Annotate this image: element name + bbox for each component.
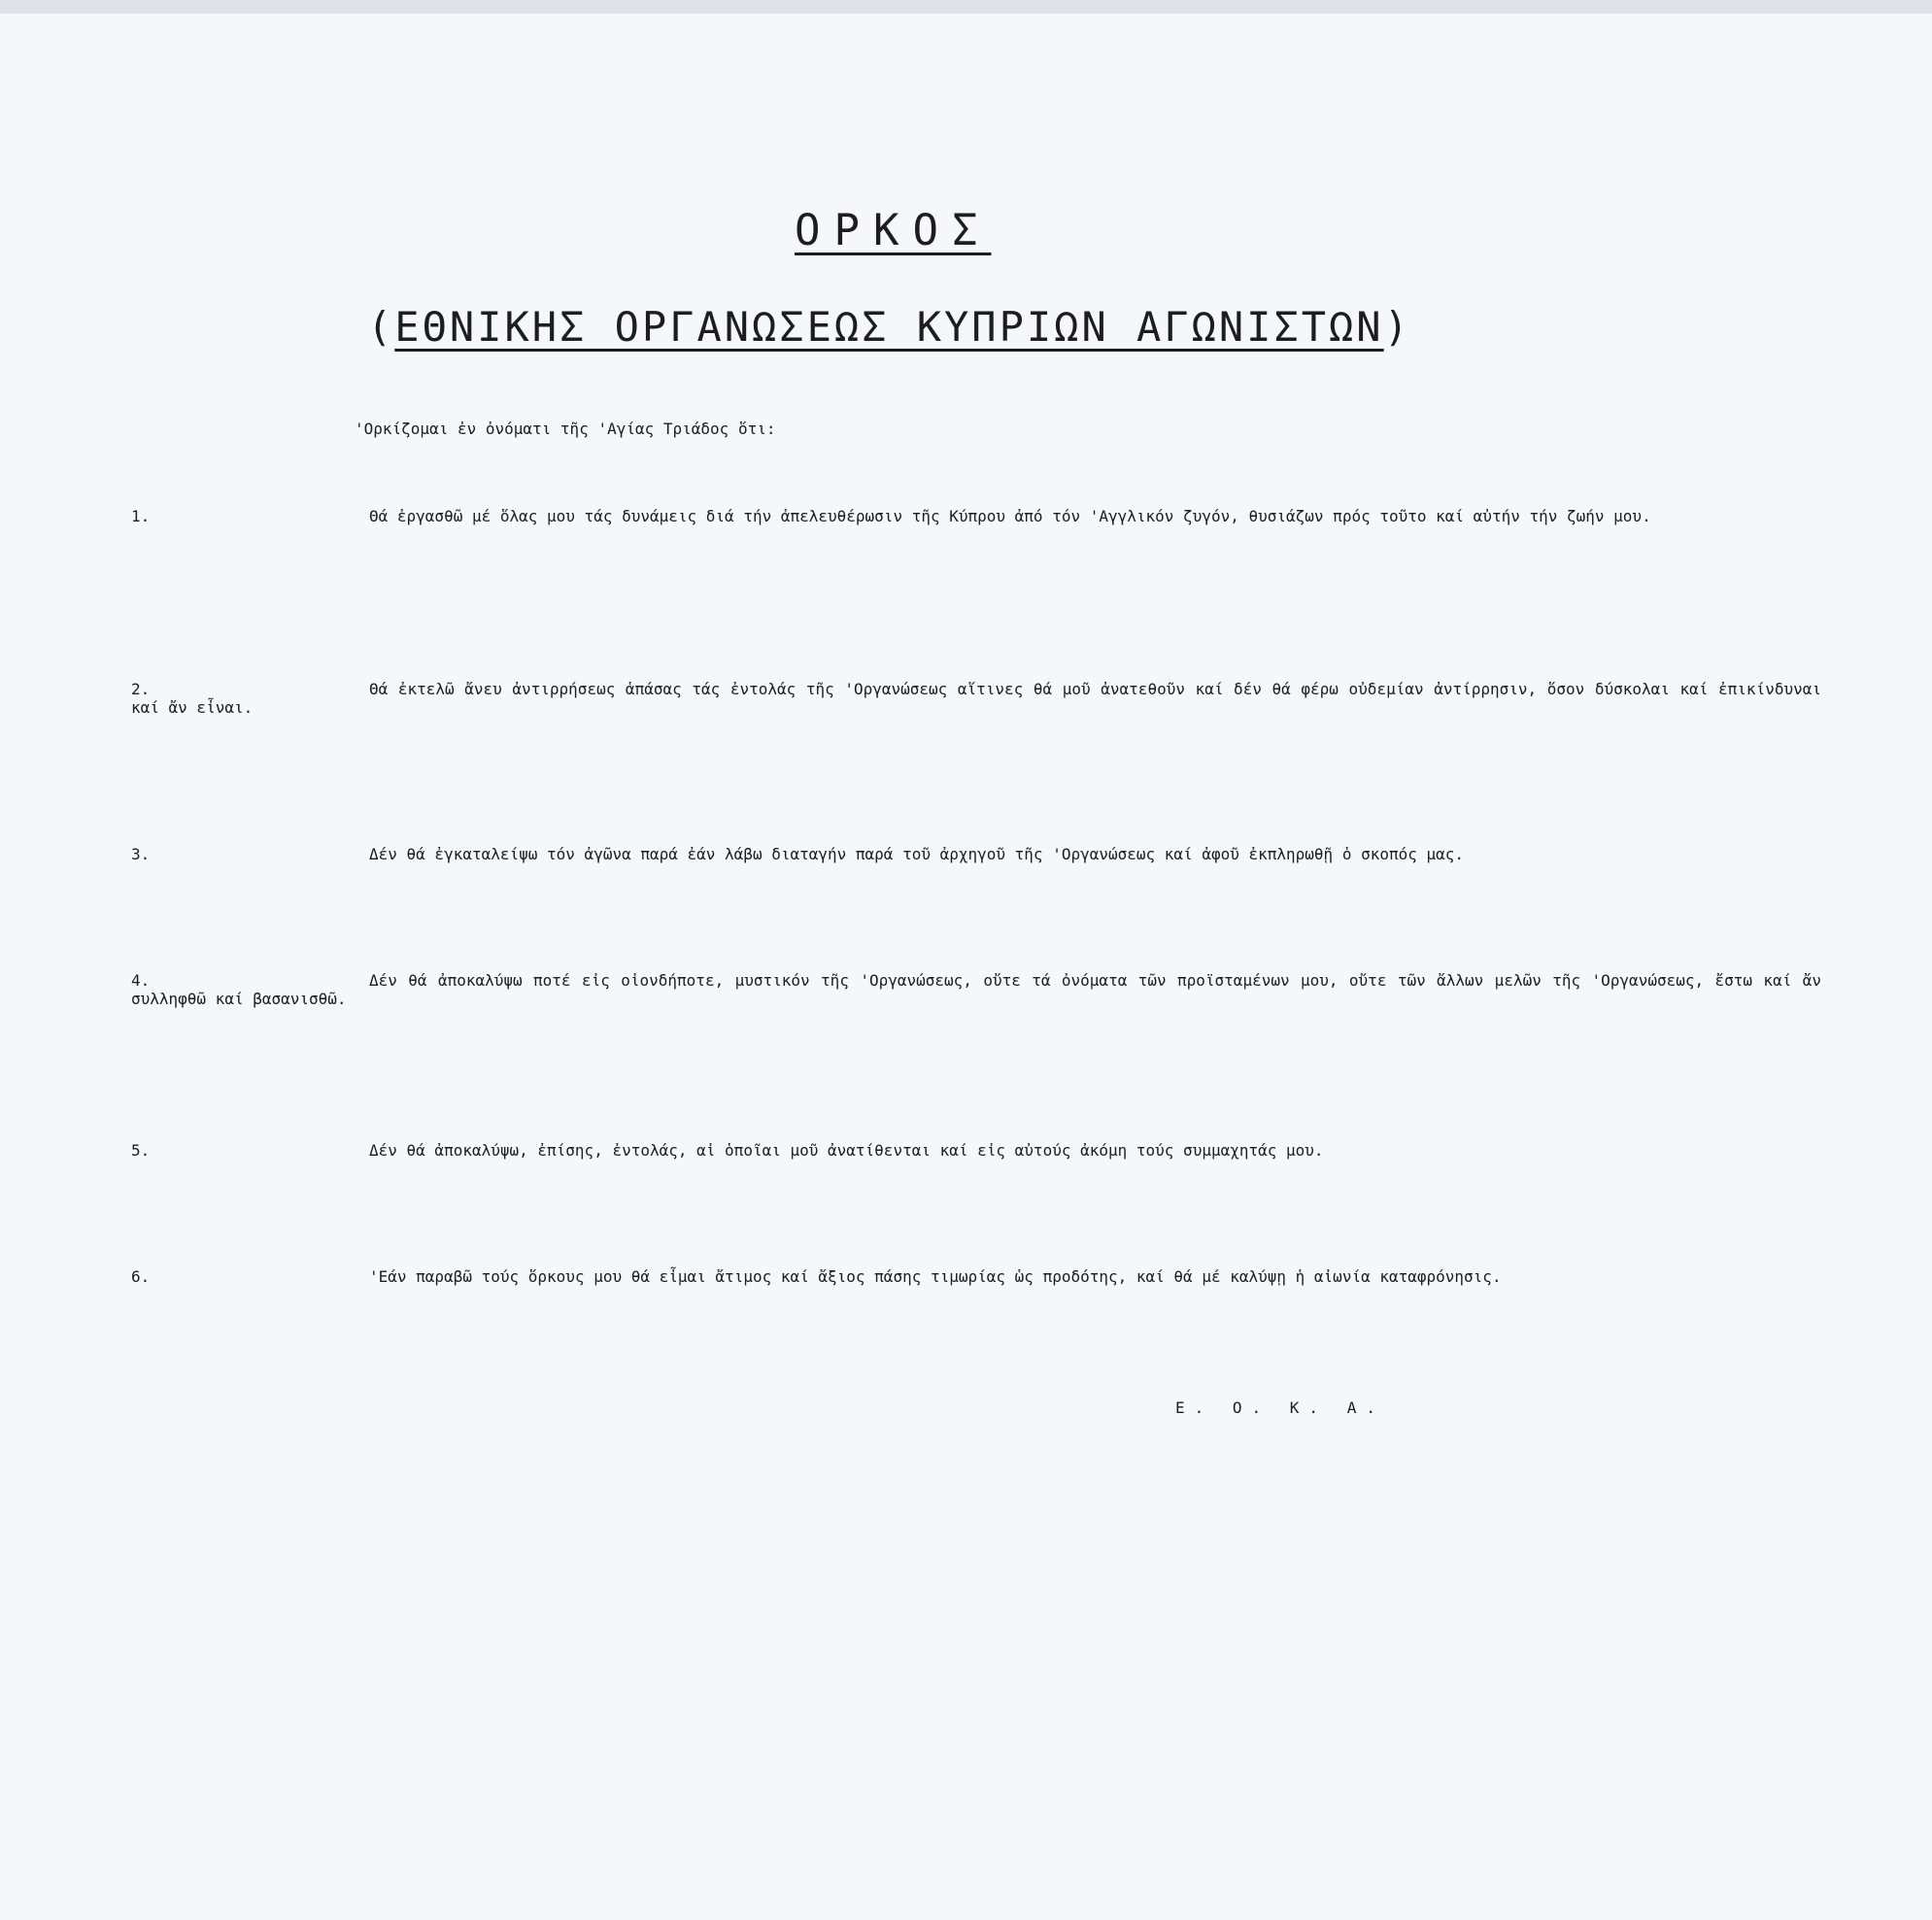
oath-intro: 'Ορκίζομαι ἐν ὀνόματι τῆς 'Αγίας Τριάδος ὅτι: (355, 420, 776, 438)
document-title: ΟΡΚΟΣ (795, 206, 992, 255)
oath-item-number: 6. (131, 1267, 151, 1286)
oath-item-6 (131, 1267, 1821, 1286)
oath-item-text: 'Εάν παραβῶ τούς ὅρκους μου θά εἶμαι ἄτιμος καί ἄξιος πάσης τιμωρίας ὡς προδότης, καί θά μέ καλύψῃ ἡ αἰωνία καταφρόνησις. (369, 1267, 1502, 1286)
scan-edge (0, 0, 1932, 14)
oath-item-3 (131, 845, 1821, 863)
oath-item-number: 2. (131, 680, 151, 698)
oath-item-text: Θά ἐκτελῶ ἄνευ ἀντιρρήσεως ἁπάσας τάς ἐντολάς τῆς 'Οργανώσεως αἵτινες θά μοῦ ἀνατεθοῦν καί δέν θά φέρω οὐδεμίαν ἀντίρρησιν, ὅσον δύσκολαι καί ἐπικίνδυναι καί ἄν εἶναι. (131, 680, 1821, 717)
oath-item-number: 1. (131, 507, 151, 525)
oath-item-2 (131, 680, 1821, 717)
signature-eoka: Ε. Ο. Κ. Α. (1175, 1398, 1385, 1417)
document-subtitle (367, 303, 1411, 351)
oath-item-5 (131, 1141, 1821, 1160)
oath-item-text: Δέν θά ἀποκαλύψω ποτέ εἰς οἱονδήποτε, μυστικόν τῆς 'Οργανώσεως, οὔτε τά ὀνόματα τῶν προϊσταμένων μου, οὔτε τῶν ἄλλων μελῶν τῆς 'Οργανώσεως, ἔστω καί ἄν συλληφθῶ καί βασανισθῶ. (131, 971, 1821, 1008)
subtitle-close-paren: ) (1383, 303, 1411, 351)
subtitle-text: ΕΘΝΙΚΗΣ ΟΡΓΑΝΩΣΕΩΣ ΚΥΠΡΙΩΝ ΑΓΩΝΙΣΤΩΝ (394, 303, 1384, 351)
oath-item-1 (131, 507, 1821, 525)
subtitle-open-paren: ( (367, 303, 395, 351)
oath-item-number: 4. (131, 971, 151, 990)
oath-item-text: Θά ἐργασθῶ μέ ὅλας μου τάς δυνάμεις διά τήν ἀπελευθέρωσιν τῆς Κύπρου ἀπό τόν 'Αγγλικόν ζυγόν, θυσιάζων πρός τοῦτο καί αὐτήν τήν ζωήν μου. (369, 507, 1651, 525)
oath-item-text: Δέν θά ἀποκαλύψω, ἐπίσης, ἐντολάς, αἱ ὁποῖαι μοῦ ἀνατίθενται καί εἰς αὐτούς ἀκόμη τούς συμμαχητάς μου. (369, 1141, 1324, 1160)
oath-item-text: Δέν θά ἐγκαταλείψω τόν ἀγῶνα παρά ἐάν λάβω διαταγήν παρά τοῦ ἀρχηγοῦ τῆς 'Οργανώσεως καί ἀφοῦ ἐκπληρωθῇ ὁ σκοπός μας. (369, 845, 1465, 863)
oath-item-number: 5. (131, 1141, 151, 1160)
oath-item-number: 3. (131, 845, 151, 863)
oath-item-4 (131, 971, 1821, 1008)
